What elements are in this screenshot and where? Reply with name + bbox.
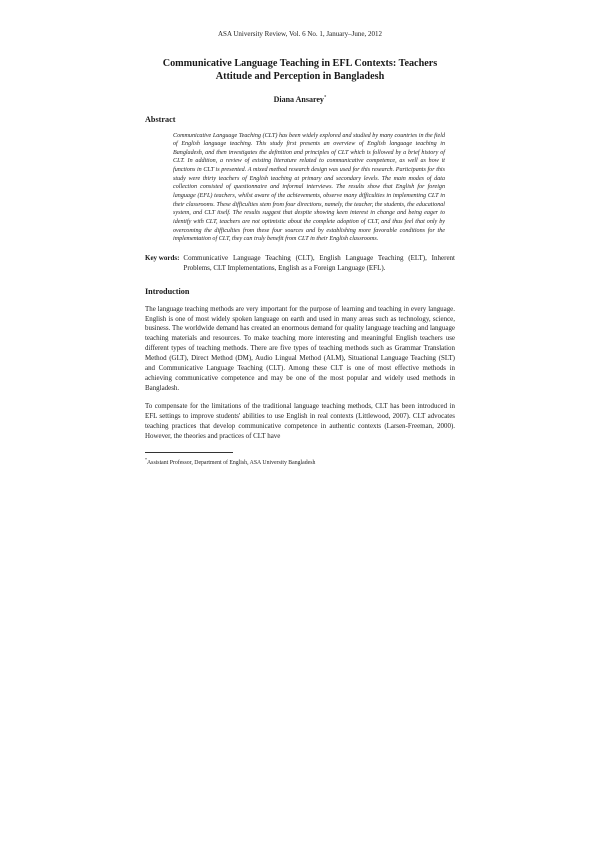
paper-title — [145, 58, 455, 84]
introduction-heading: Introduction — [145, 286, 190, 296]
author-footnote-mark: * — [323, 94, 327, 100]
abstract-heading: Abstract — [145, 114, 176, 124]
keywords — [145, 254, 455, 274]
footnote-divider — [145, 452, 233, 453]
author-name — [145, 95, 455, 104]
intro-paragraph-1: The language teaching methods are very important for the purpose of learning and teaching in every language. English is one of most widely spoken language on earth and used in many areas such as technology, science, business. The worldwide demand has created an enormous demand for quality language teaching and language teaching materials and resources. To make teaching more interesting and meaningful English teachers use different types of teaching methods. There are five types of teaching methods such as Grammar Translation Method (GLT), Direct Method (DM), Audio Lingual Method (ALM), Situational Language Teaching (SLT) and Communicative Language Teaching (CLT). Among these CLT is one of most effective methods in achieving communicative competence and may be one of the most popular and widely used methods in Bangladesh. — [145, 304, 455, 392]
intro-paragraph-2: To compensate for the limitations of the traditional language teaching methods, CLT has been introduced in EFL settings to improve students' abilities to use English in real contexts (Littlewood, 2007). CLT advocates teaching practices that develop communicative competence in authentic contexts (Larsen-Freeman, 2000). However, the theories and practices of CLT have — [145, 402, 455, 441]
keywords-label: Key words: — [145, 253, 180, 262]
keywords-text: Communicative Language Teaching (CLT), English Language Teaching (ELT), Inherent Problems, CLT Implementations, English as a Foreign Language (EFL). — [183, 253, 455, 272]
footnote-mark: * — [145, 456, 147, 462]
title-line-1: Communicative Language Teaching in EFL Contexts: Teachers — [162, 58, 438, 69]
footnote-text: Assistant Professor, Department of English, ASA University Bangladesh — [147, 459, 316, 466]
footnote — [145, 457, 455, 466]
abstract-body: Communicative Language Teaching (CLT) has been widely explored and studied by many countries in the field of English language teaching. This study first presents an overview of English language teaching in Bangladesh, and then investigates the definition and principles of CLT which is followed by a brief history of CLT. In addition, a review of existing literature related to communicative competence, as well as how it functions in CLT is presented. A mixed method research design was used for this research. Participants for this study were thirty teachers of English teaching at primary and secondary levels. The main modes of data collection consisted of questionnaire and informal interviews. The results show that English for foreign language (EFL) teachers, whilst aware of the achievements, observe many difficulties in implementing CLT in their classrooms. These difficulties stem from four directions, namely, the teacher, the students, the educational system, and CLT itself. The results suggest that despite showing keen interest in change and being eager to identify with CLT, teachers are not optimistic about the complete adoption of CLT, and thus feel that only by overcoming the difficulties from these four sources and by establishing more favorable conditions for the implementation of CLT, they can truly benefit from CLT in their English classrooms. — [173, 132, 445, 243]
author-text: Diana Ansarey — [273, 94, 324, 104]
running-head: ASA University Review, Vol. 6 No. 1, January–June, 2012 — [218, 30, 382, 38]
title-line-2: Attitude and Perception in Bangladesh — [215, 70, 385, 82]
